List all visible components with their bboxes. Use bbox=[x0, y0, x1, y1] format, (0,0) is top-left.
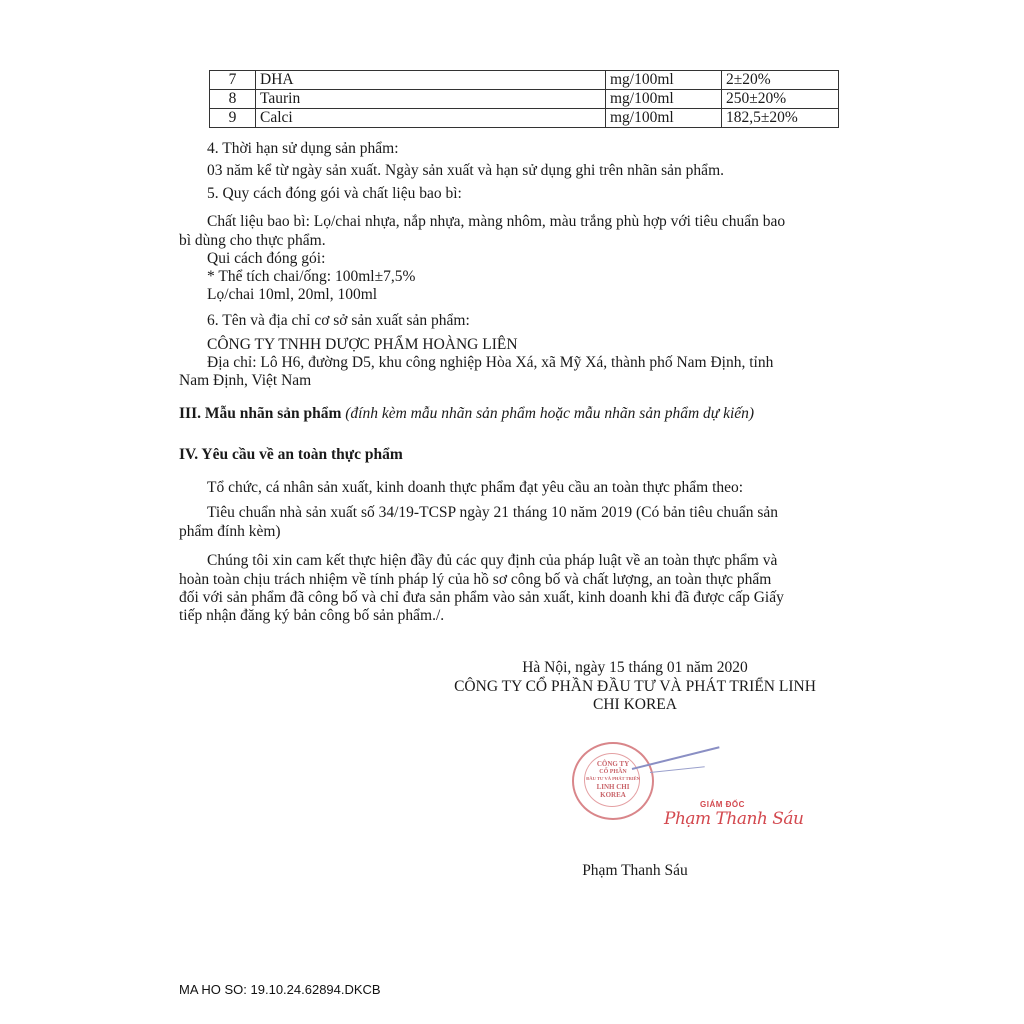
section-5-material-line1: Chất liệu bao bì: Lọ/chai nhựa, nắp nhựa, màng nhôm, màu trắng phù hợp với tiêu chuẩn bao bbox=[207, 213, 786, 230]
commitment-line1: Chúng tôi xin cam kết thực hiện đầy đủ các quy định của pháp luật về an toàn thực phẩm và bbox=[207, 552, 778, 569]
section-5-material-line2: bì dùng cho thực phẩm. bbox=[179, 232, 326, 249]
commitment-line2: hoàn toàn chịu trách nhiệm về tính pháp lý của hồ sơ công bố và chất lượng, an toàn thực phẩm bbox=[179, 571, 772, 588]
signer-name: Phạm Thanh Sáu bbox=[582, 862, 688, 879]
section-iii-heading: III. Mẫu nhãn sản phẩm bbox=[179, 405, 342, 422]
section-5-heading: 5. Quy cách đóng gói và chất liệu bao bì: bbox=[207, 185, 462, 202]
handwritten-signature: Phạm Thanh Sáu bbox=[664, 809, 804, 829]
section-4-body: 03 năm kể từ ngày sản xuất. Ngày sản xuất và hạn sử dụng ghi trên nhãn sản phẩm. bbox=[207, 162, 724, 179]
section-iii-note: (đính kèm mẫu nhãn sản phẩm hoặc mẫu nhãn sản phẩm dự kiến) bbox=[345, 405, 755, 422]
row-number: 8 bbox=[210, 90, 256, 109]
standard-line2: phẩm đính kèm) bbox=[179, 523, 281, 540]
section-5-volume: * Thể tích chai/ống: 100ml±7,5% bbox=[207, 268, 416, 285]
section-iv-intro: Tổ chức, cá nhân sản xuất, kinh doanh thực phẩm đạt yêu cầu an toàn thực phẩm theo: bbox=[207, 479, 744, 496]
manufacturer-address-line1: Địa chỉ: Lô H6, đường D5, khu công nghiệp Hòa Xá, xã Mỹ Xá, thành phố Nam Định, tỉnh bbox=[207, 354, 774, 371]
section-iii bbox=[179, 404, 754, 423]
manufacturer-name: CÔNG TY TNHH DƯỢC PHẨM HOÀNG LIÊN bbox=[207, 336, 518, 353]
section-iv-heading: IV. Yêu cầu về an toàn thực phẩm bbox=[179, 446, 403, 463]
signing-company-line1: CÔNG TY CỔ PHẦN ĐẦU TƯ VÀ PHÁT TRIỂN LINH bbox=[454, 678, 816, 695]
nutrition-spec-table bbox=[209, 70, 839, 128]
table-row bbox=[210, 71, 839, 90]
manufacturer-address-line2: Nam Định, Việt Nam bbox=[179, 372, 312, 389]
place-date: Hà Nội, ngày 15 tháng 01 năm 2020 bbox=[522, 659, 748, 676]
table-row bbox=[210, 109, 839, 128]
section-4-heading: 4. Thời hạn sử dụng sản phẩm: bbox=[207, 140, 399, 157]
section-6-heading: 6. Tên và địa chỉ cơ sở sản xuất sản phẩm: bbox=[207, 312, 470, 329]
standard-line1: Tiêu chuẩn nhà sản xuất số 34/19-TCSP ngày 21 tháng 10 năm 2019 (Có bản tiêu chuẩn sản bbox=[207, 504, 778, 521]
unit: mg/100ml bbox=[606, 71, 722, 90]
commitment-line3: đối với sản phẩm đã công bố và chỉ đưa sản phẩm vào sản xuất, kinh doanh khi đã được cấp Giấy bbox=[179, 589, 784, 606]
director-title: GIÁM ĐỐC bbox=[700, 800, 745, 809]
section-5-sizes: Lọ/chai 10ml, 20ml, 100ml bbox=[207, 286, 378, 303]
commitment-line4: tiếp nhận đăng ký bản công bố sản phẩm./. bbox=[179, 607, 445, 624]
row-number: 9 bbox=[210, 109, 256, 128]
value: 182,5±20% bbox=[722, 109, 839, 128]
value: 2±20% bbox=[722, 71, 839, 90]
unit: mg/100ml bbox=[606, 109, 722, 128]
table-row bbox=[210, 90, 839, 109]
section-5-packing-label: Qui cách đóng gói: bbox=[207, 250, 326, 267]
ingredient-name: DHA bbox=[256, 71, 606, 90]
ingredient-name: Taurin bbox=[256, 90, 606, 109]
ingredient-name: Calci bbox=[256, 109, 606, 128]
company-seal-icon: CÔNG TY CỔ PHẦN ĐẦU TƯ VÀ PHÁT TRIỂN LINH CHI KOREA bbox=[572, 742, 654, 820]
signature-stroke-icon bbox=[650, 766, 705, 773]
unit: mg/100ml bbox=[606, 90, 722, 109]
row-number: 7 bbox=[210, 71, 256, 90]
file-code: MA HO SO: 19.10.24.62894.DKCB bbox=[179, 982, 381, 997]
signing-company-line2: CHI KOREA bbox=[593, 696, 677, 713]
value: 250±20% bbox=[722, 90, 839, 109]
